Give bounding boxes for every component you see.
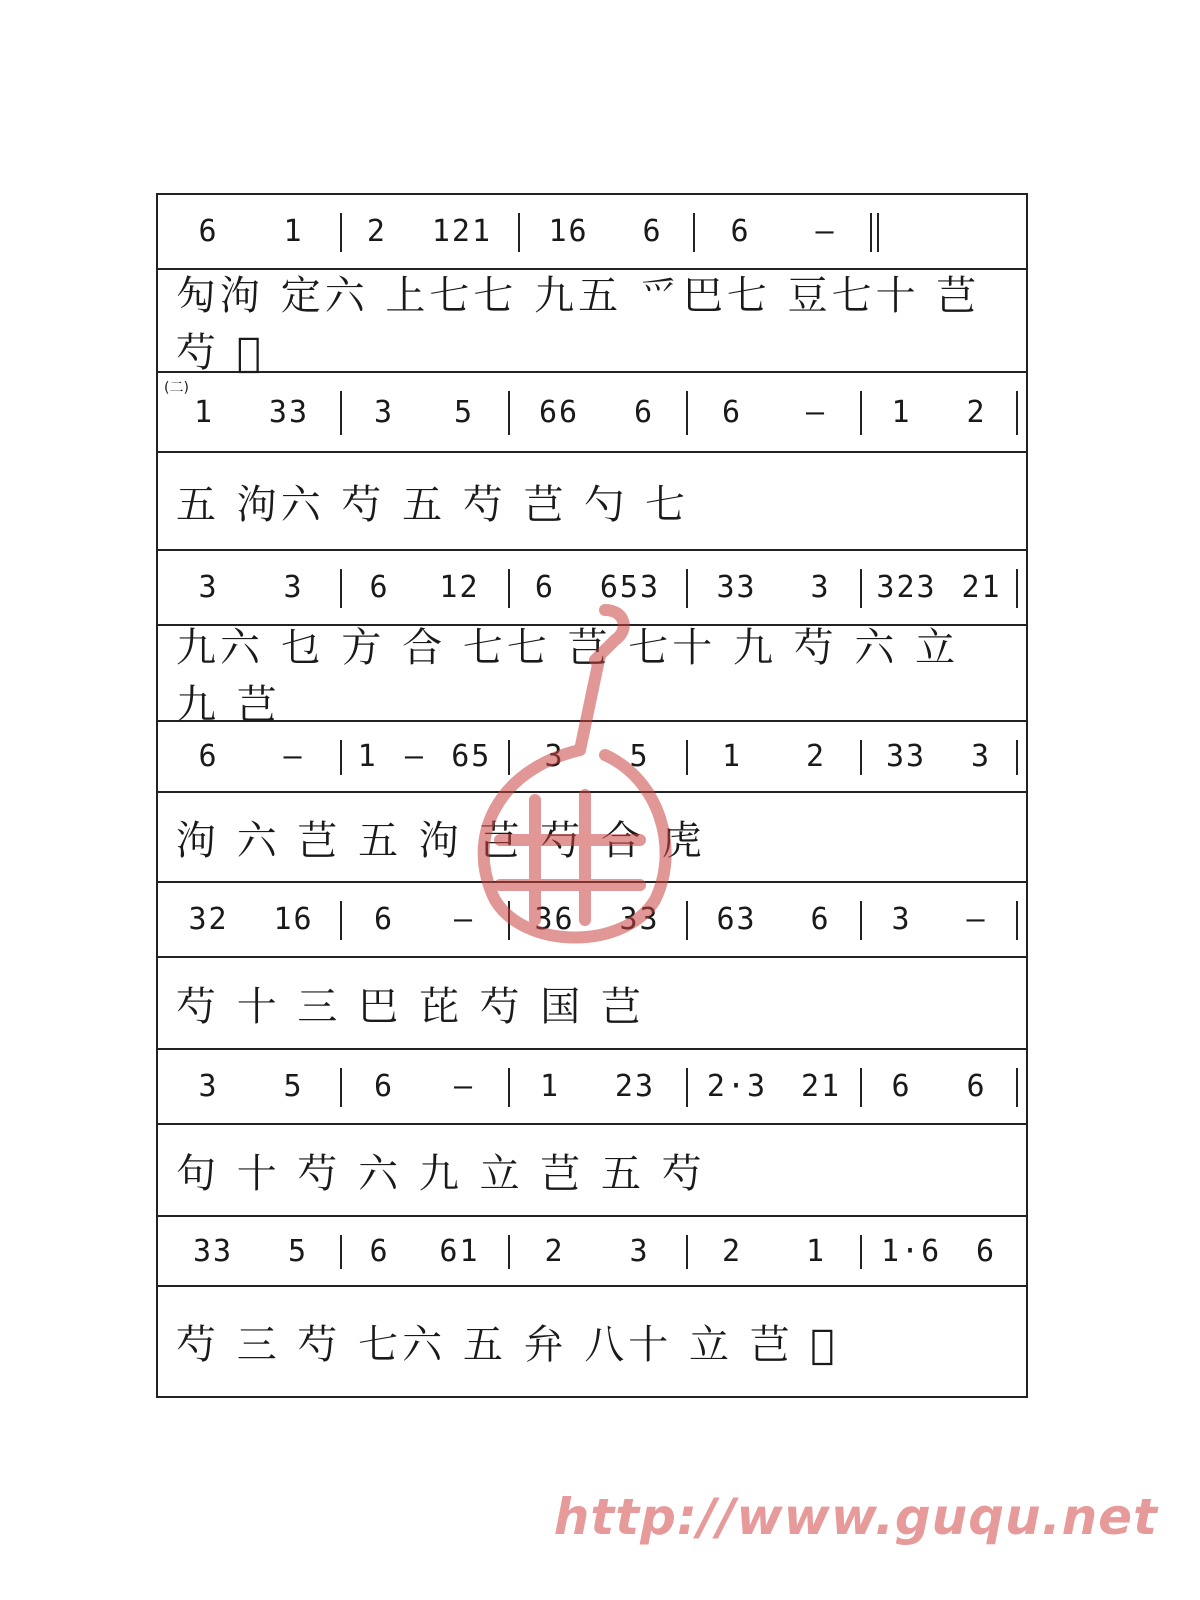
barline — [860, 740, 862, 775]
note: 6 — [810, 902, 831, 937]
note: 12 — [439, 570, 480, 605]
measure — [864, 1050, 1014, 1123]
note: 21 — [961, 570, 1002, 605]
measure — [166, 722, 336, 791]
note: 6 — [730, 214, 751, 249]
measure — [512, 373, 682, 451]
barline — [508, 901, 510, 940]
note: 6 — [966, 1069, 987, 1104]
measure — [344, 1217, 504, 1285]
note: 121 — [431, 214, 493, 249]
notation-row-3 — [158, 551, 1026, 626]
measure — [864, 1217, 1014, 1285]
note: 33 — [885, 739, 927, 774]
measure — [698, 195, 868, 268]
tablature-text: 句 十 芍 六 九 立 芑 五 芍 — [176, 1150, 706, 1197]
note: 3 — [198, 570, 219, 605]
note: 3 — [373, 394, 395, 430]
note: 3 — [891, 902, 912, 937]
tablature-row-6 — [158, 1125, 1026, 1217]
note: 5 — [288, 1233, 309, 1269]
measure — [864, 551, 1014, 624]
notation-row-1 — [158, 195, 1026, 270]
barline — [686, 901, 688, 940]
tablature-text: 九六 乜 方 合 七七 芑 七十 九 芍 六 立 九 芑 — [176, 625, 960, 728]
tablature-text: 五 泃六 芍 五 芍 芑 勺 七 — [176, 481, 690, 528]
barline — [693, 213, 695, 252]
note: 1 — [357, 739, 378, 774]
measure — [344, 373, 504, 451]
barline — [686, 569, 688, 608]
note: 5 — [453, 394, 475, 430]
barline — [1016, 569, 1018, 608]
tablature-row-5 — [158, 958, 1026, 1050]
tablature-text: 芍 三 芍 七六 五 弁 八十 立 芑 𦓤 — [176, 1322, 839, 1368]
note: 2 — [721, 1233, 743, 1269]
barline — [508, 391, 510, 435]
note: 36 — [534, 902, 575, 937]
barline — [686, 740, 688, 775]
note: 1 — [891, 394, 912, 430]
barline — [340, 569, 342, 608]
tablature-text: 勼泃 定六 上七七 九五 爫巴七 豆七十 芑 芍 𦓤 — [176, 272, 981, 376]
tablature-text: 泃 六 芑 五 泃 芑 芍 合 虎 — [176, 817, 706, 864]
note: 65 — [451, 739, 492, 774]
measure — [344, 722, 504, 791]
note: 323 — [876, 570, 937, 605]
notation-row-5 — [158, 883, 1026, 958]
barline — [860, 1235, 862, 1269]
note: 6 — [891, 1069, 912, 1104]
measure — [166, 373, 336, 451]
note: 6 — [634, 394, 655, 430]
note: 6 — [534, 570, 555, 605]
measure — [344, 1050, 504, 1123]
notation-row-6 — [158, 1050, 1026, 1125]
measure — [690, 883, 858, 956]
barline — [686, 1235, 688, 1269]
double-barline — [870, 213, 879, 252]
measure — [344, 883, 504, 956]
note: 653 — [599, 570, 661, 605]
barline — [1016, 1068, 1018, 1107]
section-mark: (二) — [164, 380, 189, 396]
note: 2 — [366, 214, 387, 249]
barline — [508, 740, 510, 775]
measure — [690, 373, 858, 451]
note: 2 — [966, 394, 987, 430]
notation-row-7 — [158, 1217, 1026, 1287]
note: 1·6 — [880, 1233, 942, 1269]
note: 6 — [198, 739, 219, 774]
note: 6 — [369, 1233, 390, 1269]
note: 33 — [192, 1233, 234, 1269]
measure — [344, 551, 504, 624]
note: — — [404, 739, 425, 774]
measure — [864, 883, 1014, 956]
music-score — [156, 193, 1028, 1398]
barline — [508, 1068, 510, 1107]
note: 21 — [800, 1069, 842, 1104]
note: — — [966, 902, 987, 937]
note: 3 — [544, 739, 565, 774]
barline — [860, 391, 862, 435]
barline — [518, 213, 520, 252]
notation-row-4 — [158, 722, 1026, 793]
barline — [340, 1068, 342, 1107]
note: 3 — [810, 570, 831, 605]
measure — [512, 883, 682, 956]
barline — [508, 569, 510, 608]
notation-row-2 — [158, 373, 1026, 453]
tablature-row-3 — [158, 625, 1026, 728]
barline — [340, 213, 342, 252]
note: 5 — [283, 1069, 304, 1104]
measure — [166, 1217, 336, 1285]
note: 6 — [373, 1069, 395, 1104]
note: 1 — [539, 1069, 560, 1104]
note: — — [453, 1069, 475, 1104]
measure — [512, 1050, 682, 1123]
barline — [686, 1068, 688, 1107]
barline — [1016, 740, 1018, 775]
tablature-row-4 — [158, 793, 1026, 883]
measure — [864, 373, 1014, 451]
note: 23 — [614, 1069, 656, 1104]
note: 33 — [268, 394, 310, 430]
note: 6 — [198, 214, 219, 249]
note: 33 — [619, 902, 660, 937]
measure — [166, 551, 336, 624]
barline — [860, 569, 862, 608]
note: 16 — [548, 214, 589, 249]
note: 33 — [716, 570, 757, 605]
measure — [690, 1050, 858, 1123]
note: 3 — [629, 1233, 650, 1269]
note: 32 — [188, 902, 229, 937]
tablature-text: 芍 十 三 巴 芘 芍 国 芑 — [176, 983, 646, 1030]
note: 5 — [629, 739, 650, 774]
note: 6 — [642, 214, 663, 249]
barline — [860, 901, 862, 940]
note: 6 — [976, 1233, 997, 1269]
note: 2 — [805, 739, 827, 774]
measure — [166, 1050, 336, 1123]
note: 1 — [283, 214, 304, 249]
measure — [690, 1217, 858, 1285]
barline — [1016, 391, 1018, 435]
note: 6 — [369, 570, 390, 605]
barline — [340, 1235, 342, 1269]
barline — [1016, 901, 1018, 940]
measure — [512, 722, 682, 791]
note: — — [283, 739, 304, 774]
note: 6 — [721, 394, 743, 430]
barline — [686, 391, 688, 435]
measure — [512, 1217, 682, 1285]
note: 16 — [273, 902, 314, 937]
note: 61 — [439, 1233, 480, 1269]
note: 3 — [283, 570, 304, 605]
barline — [340, 901, 342, 940]
measure — [166, 883, 336, 956]
measure — [690, 551, 858, 624]
barline — [340, 740, 342, 775]
note: 2 — [544, 1233, 565, 1269]
site-url-watermark: http://www.guqu.net — [553, 1488, 1158, 1546]
measure — [344, 195, 514, 268]
measure — [690, 722, 858, 791]
tablature-row-2 — [158, 453, 1026, 551]
measure — [512, 551, 682, 624]
note: 1 — [193, 394, 214, 430]
note: — — [805, 394, 827, 430]
note: 6 — [373, 902, 395, 937]
barline — [340, 391, 342, 435]
note: 66 — [538, 394, 580, 430]
barline — [508, 1235, 510, 1269]
measure — [166, 195, 336, 268]
measure — [522, 195, 690, 268]
note: 3 — [971, 739, 992, 774]
note: 63 — [716, 902, 757, 937]
tablature-row-1 — [158, 270, 1026, 376]
barline — [860, 1068, 862, 1107]
tablature-row-7 — [158, 1287, 1026, 1396]
note: 1 — [805, 1233, 827, 1269]
measure — [864, 722, 1014, 791]
note: 3 — [198, 1069, 219, 1104]
note: 2·3 — [706, 1069, 768, 1104]
note: — — [453, 902, 475, 937]
note: — — [815, 214, 836, 249]
note: 1 — [721, 739, 743, 774]
